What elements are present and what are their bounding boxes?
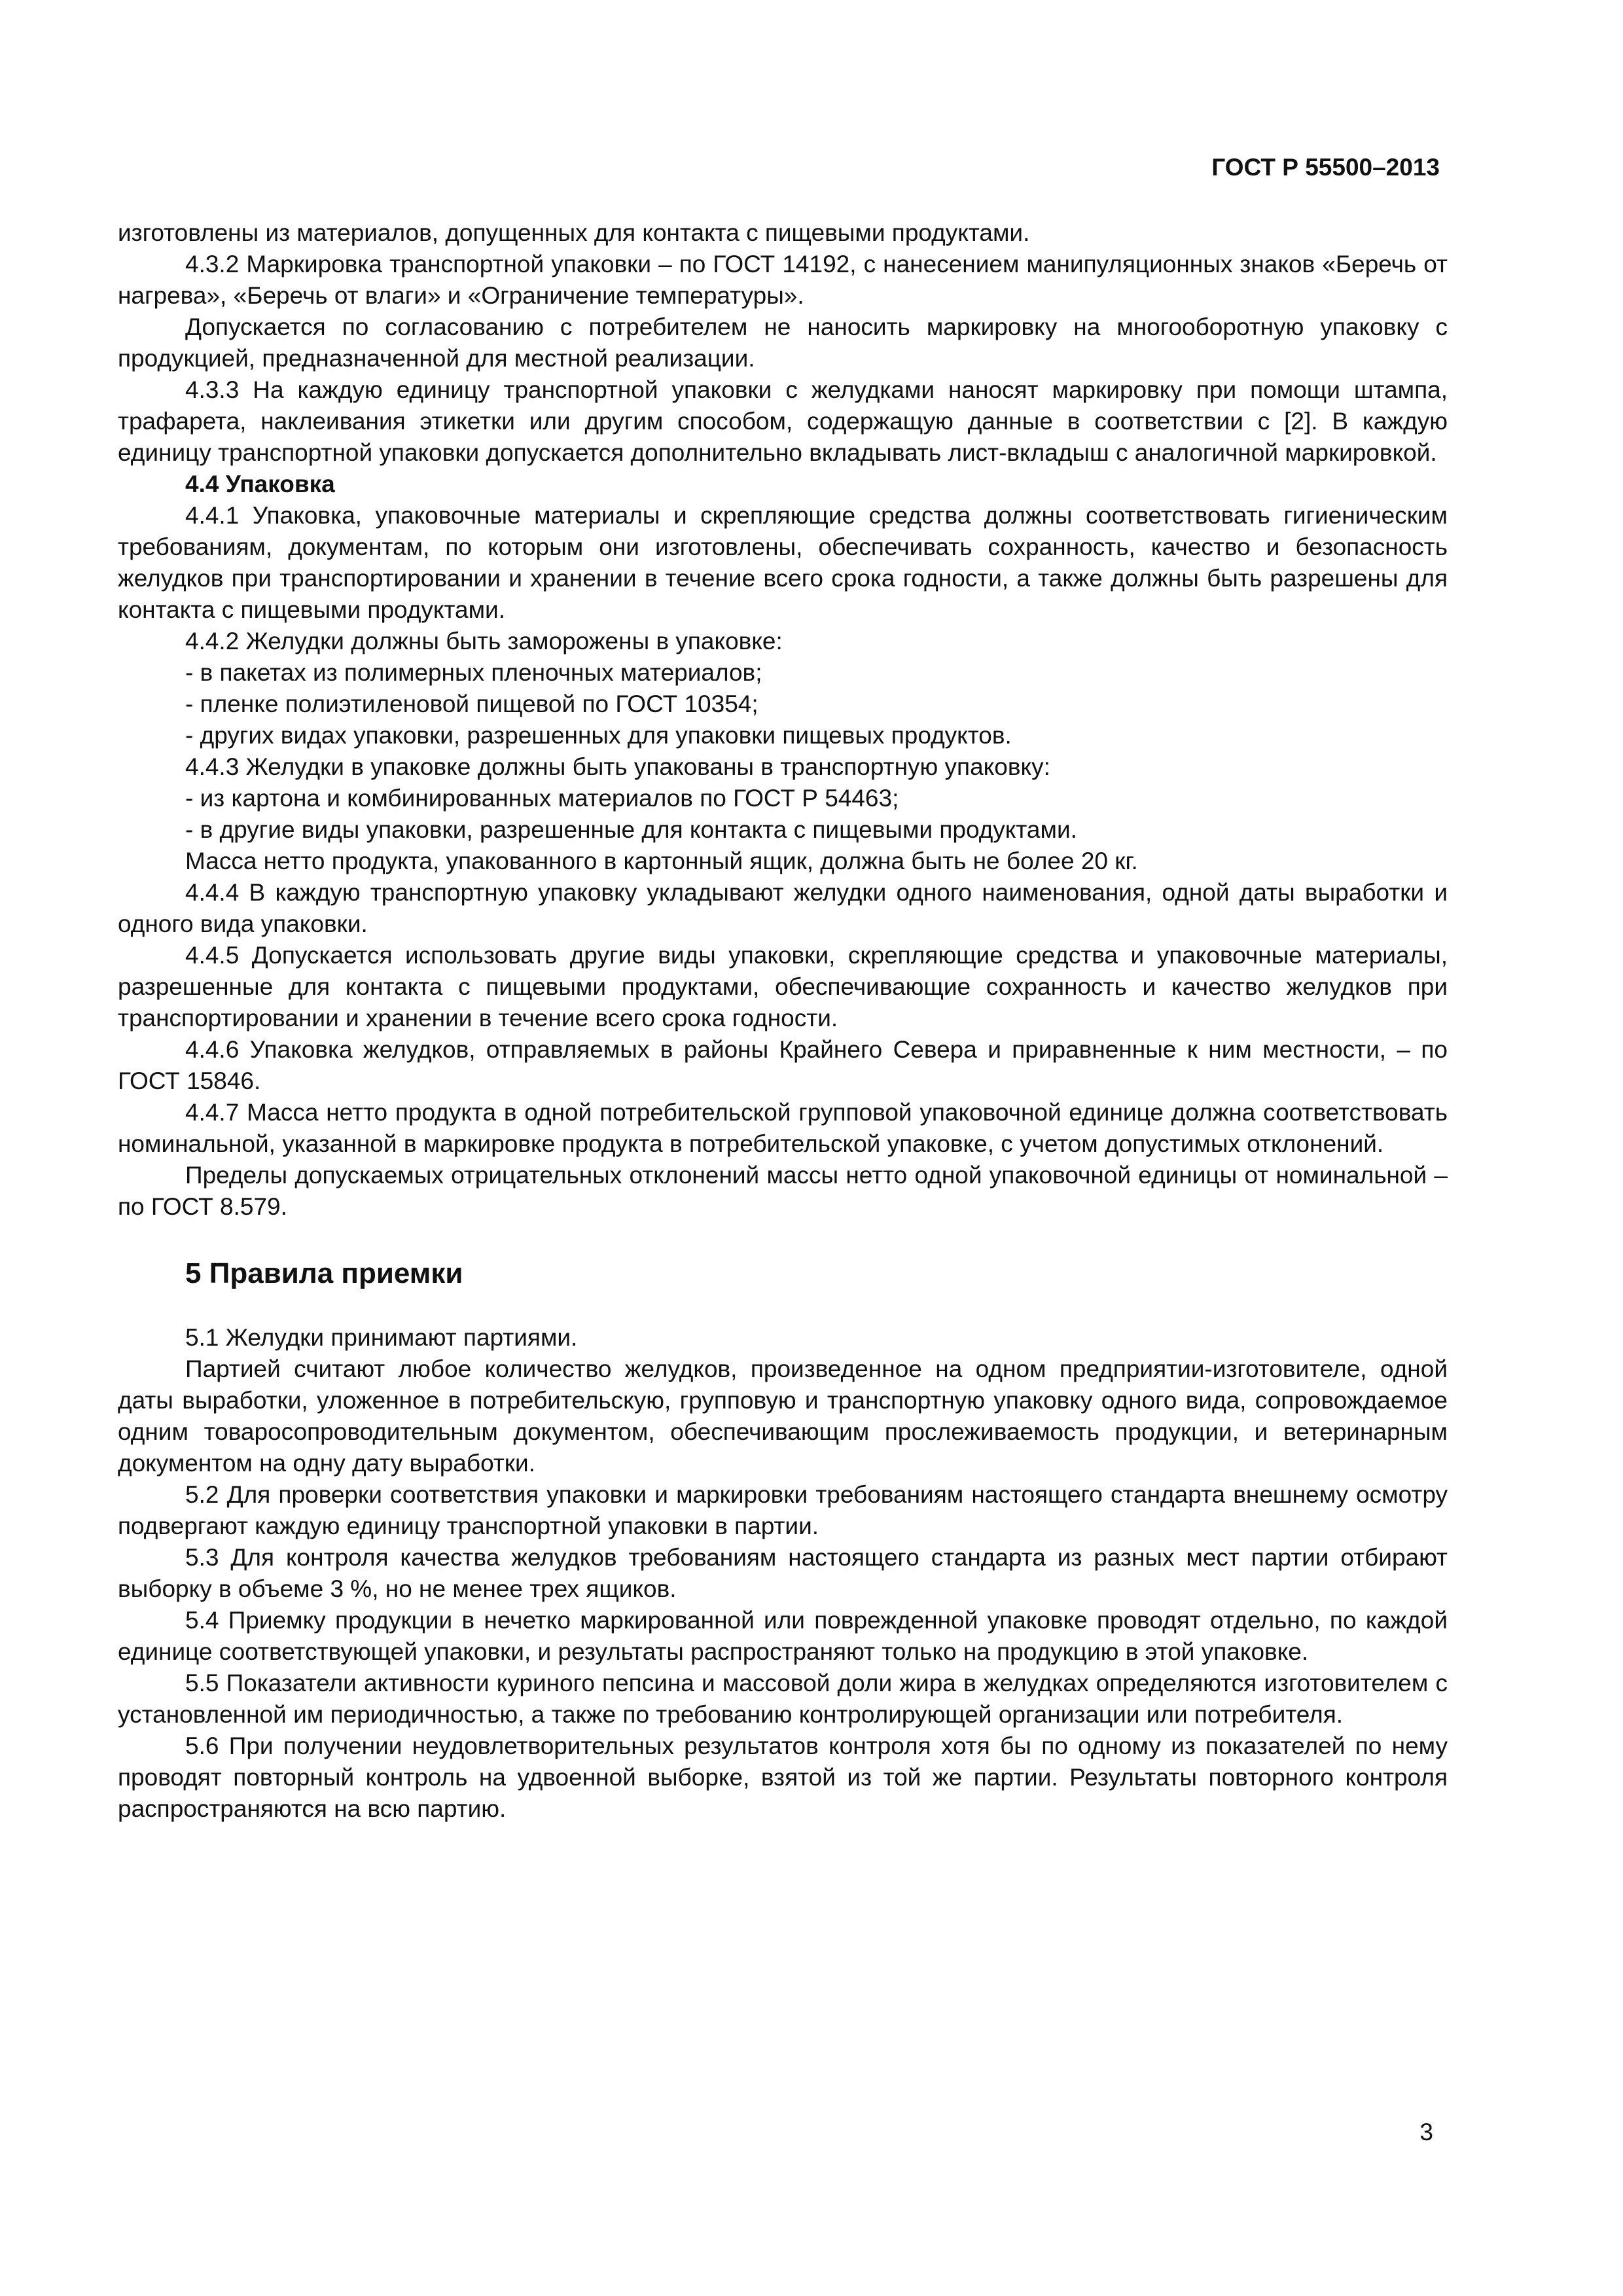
paragraph-batch-definition: Партией считают любое количество желудков, произведенное на одном предприятии-изготовителе, одной даты выработки, уложенное в потребительскую, групповую и транспортную упаковку одного вида, сопровождаемое одним товаросопроводительным документом, обеспечивающим прослеживаемость продукции, и ветеринарным документом на одну дату выработки. xyxy=(118,1355,1448,1477)
paragraph-net-mass: Масса нетто продукта, упакованного в картонный ящик, должна быть не более 20 кг. xyxy=(185,848,1138,874)
paragraph-4-4-5: 4.4.5 Допускается использовать другие виды упаковки, скрепляющие средства и упаковочные материалы, разрешенные для контакта с пищевыми продуктами, обеспечивающие сохранность и качество желудков при транспортировании и хранении в течение всего срока годности. xyxy=(118,942,1448,1031)
paragraph-4-4-1: 4.4.1 Упаковка, упаковочные материалы и скрепляющие средства должны соответствовать гигиеническим требованиям, документам, по которым они изготовлены, обеспечивать сохранность, качество и безопасность желудков при транспортировании и хранении в течение всего срока годности, а также должны быть разрешены для контакта с пищевыми продуктами. xyxy=(118,502,1448,623)
list-item: - в другие виды упаковки, разрешенные для контакта с пищевыми продуктами. xyxy=(185,816,1077,843)
paragraph-4-4-6: 4.4.6 Упаковка желудков, отправляемых в районы Крайнего Севера и приравненные к ним местности, – по ГОСТ 15846. xyxy=(118,1036,1448,1094)
list-item: - других видах упаковки, разрешенных для упаковки пищевых продуктов. xyxy=(185,722,1012,749)
list-item: - пленке полиэтиленовой пищевой по ГОСТ 10354; xyxy=(185,691,758,717)
paragraph-4-4-7: 4.4.7 Масса нетто продукта в одной потребительской групповой упаковочной единице должна соответствовать номинальной, указанной в маркировке продукта в потребительской упаковке, с учетом допустимых отклонений. xyxy=(118,1099,1448,1157)
document-code: ГОСТ Р 55500–2013 xyxy=(1211,154,1440,181)
paragraph-4-4-2: 4.4.2 Желудки должны быть заморожены в упаковке: xyxy=(185,628,783,655)
paragraph-4-3-2: 4.3.2 Маркировка транспортной упаковки – по ГОСТ 14192, с нанесением манипуляционных знаков «Беречь от нагрева», «Беречь от влаги» и «Ограничение температуры». xyxy=(118,251,1448,309)
section-title-5: 5 Правила приемки xyxy=(185,1257,463,1289)
paragraph-5-2: 5.2 Для проверки соответствия упаковки и маркировки требованиям настоящего стандарта внешнему осмотру подвергают каждую единицу транспортной упаковки в партии. xyxy=(118,1481,1448,1539)
paragraph-4-3-3: 4.3.3 На каждую единицу транспортной упаковки с желудками наносят маркировку при помощи штампа, трафарета, наклеивания этикетки или другим способом, содержащую данные в соответствии с [2]. В каждую единицу транспортной упаковки допускается дополнительно вкладывать лист-вкладыш с аналогичной маркировкой. xyxy=(118,376,1448,466)
paragraph-4-4-4: 4.4.4 В каждую транспортную упаковку укладывают желудки одного наименования, одной даты выработки и одного вида упаковки. xyxy=(118,879,1448,937)
paragraph-5-6: 5.6 При получении неудовлетворительных результатов контроля хотя бы по одному из показателей по нему проводят повторный контроль на удвоенной выборке, взятой из той же партии. Результаты повторного контроля распространяются на всю партию. xyxy=(118,1732,1448,1822)
paragraph-5-4: 5.4 Приемку продукции в нечетко маркированной или поврежденной упаковке проводят отдельно, по каждой единице соответствующей упаковки, и результаты распространяют только на продукцию в этой упаковке. xyxy=(118,1607,1448,1665)
paragraph-5-1: 5.1 Желудки принимают партиями. xyxy=(185,1324,578,1351)
paragraph-4-4-3: 4.4.3 Желудки в упаковке должны быть упакованы в транспортную упаковку: xyxy=(185,753,1050,780)
page-number: 3 xyxy=(1419,2119,1433,2145)
list-item: - из картона и комбинированных материалов по ГОСТ Р 54463; xyxy=(185,785,899,812)
paragraph-continuation: изготовлены из материалов, допущенных для контакта с пищевыми продуктами. xyxy=(118,219,1030,246)
paragraph-allowance: Допускается по согласованию с потребителем не наносить маркировку на многооборотную упаковку с продукцией, предназначенной для местной реализации. xyxy=(118,314,1448,372)
paragraph-5-5: 5.5 Показатели активности куриного пепсина и массовой доли жира в желудках определяются изготовителем с установленной им периодичностью, а также по требованию контролирующей организации или потребителя. xyxy=(118,1670,1448,1728)
list-item: - в пакетах из полимерных пленочных материалов; xyxy=(185,659,762,686)
subsection-title-4-4: 4.4 Упаковка xyxy=(185,471,335,497)
paragraph-deviation-limits: Пределы допускаемых отрицательных отклонений массы нетто одной упаковочной единицы от номинальной – по ГОСТ 8.579. xyxy=(118,1162,1448,1220)
paragraph-5-3: 5.3 Для контроля качества желудков требованиям настоящего стандарта из разных мест партии отбирают выборку в объеме 3 %, но не менее трех ящиков. xyxy=(118,1544,1448,1602)
page-body xyxy=(118,217,1448,1825)
